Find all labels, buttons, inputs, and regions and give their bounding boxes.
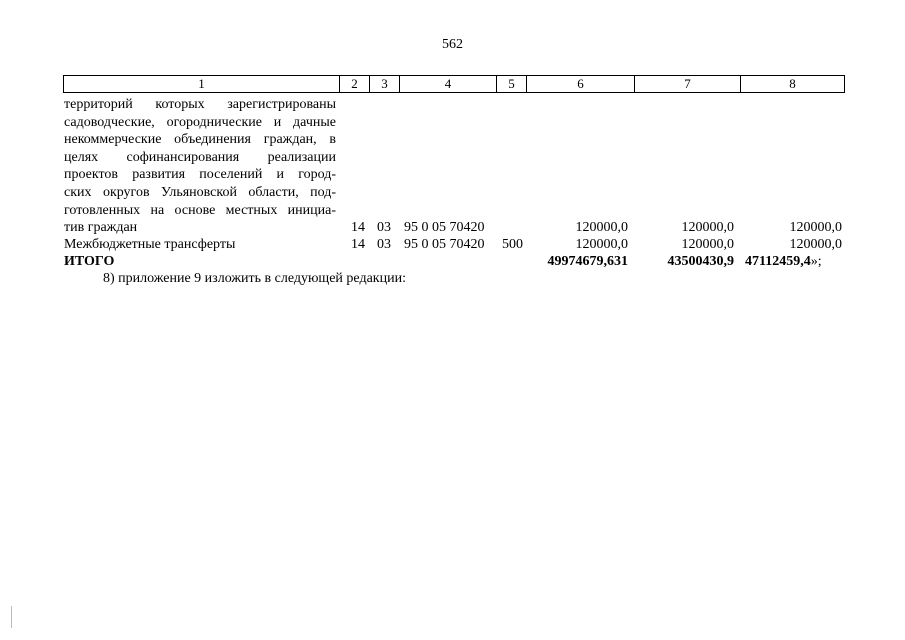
description-line: ских округов Ульяновской области, под- bbox=[64, 184, 336, 200]
row-sum-col-8: 120000,0 bbox=[789, 220, 842, 235]
row-sum-col-7: 120000,0 bbox=[681, 220, 734, 235]
row-sum-col-8: 120000,0 bbox=[789, 237, 842, 252]
row-sum-col-7: 120000,0 bbox=[681, 237, 734, 252]
header-col-7: 7 bbox=[634, 76, 740, 92]
header-col-6: 6 bbox=[526, 76, 634, 92]
header-col-5: 5 bbox=[496, 76, 526, 92]
row-razdel: 14 bbox=[351, 237, 365, 252]
header-col-1: 1 bbox=[198, 76, 205, 91]
header-col-2: 2 bbox=[339, 76, 369, 92]
row-description bbox=[64, 96, 336, 219]
header-col-8: 8 bbox=[740, 76, 844, 92]
table-header-row bbox=[63, 75, 845, 93]
total-label: ИТОГО bbox=[64, 254, 115, 269]
description-line: садоводческие, огороднические и дачные bbox=[64, 114, 336, 130]
row-sum-col-6: 120000,0 bbox=[575, 237, 628, 252]
total-sum-col-6: 49974679,631 bbox=[547, 254, 628, 269]
table-row bbox=[64, 219, 845, 236]
row-target-article: 95 0 05 70420 bbox=[404, 237, 485, 252]
header-col-3: 3 bbox=[369, 76, 399, 92]
header-col-4: 4 bbox=[399, 76, 496, 92]
total-row bbox=[64, 253, 845, 270]
description-line: проектов развития поселений и город- bbox=[64, 167, 336, 183]
total-sum-col-8: 47112459,4 bbox=[745, 254, 811, 269]
row-sum-col-6: 120000,0 bbox=[575, 220, 628, 235]
description-line: территорий которых зарегистрированы bbox=[64, 97, 336, 112]
row-label: тив граждан bbox=[64, 220, 138, 235]
row-target-article: 95 0 05 70420 bbox=[404, 220, 485, 235]
scan-margin-mark bbox=[11, 606, 12, 628]
row-podrazdel: 03 bbox=[377, 220, 391, 235]
row-expense-type: 500 bbox=[502, 237, 523, 252]
closing-quote: »; bbox=[810, 254, 822, 269]
amendment-text: 8) приложение 9 изложить в следующей редакции: bbox=[103, 271, 406, 286]
page-number: 562 bbox=[442, 37, 463, 52]
row-label: Межбюджетные трансферты bbox=[64, 237, 236, 252]
total-sum-col-8-wrap bbox=[745, 253, 822, 270]
row-podrazdel: 03 bbox=[377, 237, 391, 252]
description-line: некоммерческие объединения граждан, в bbox=[64, 132, 336, 148]
row-razdel: 14 bbox=[351, 220, 365, 235]
description-line: готовленных на основе местных инициа- bbox=[64, 202, 336, 218]
description-line: целях софинансирования реализации bbox=[64, 149, 336, 165]
total-sum-col-7: 43500430,9 bbox=[667, 254, 734, 269]
table-row bbox=[64, 236, 845, 253]
